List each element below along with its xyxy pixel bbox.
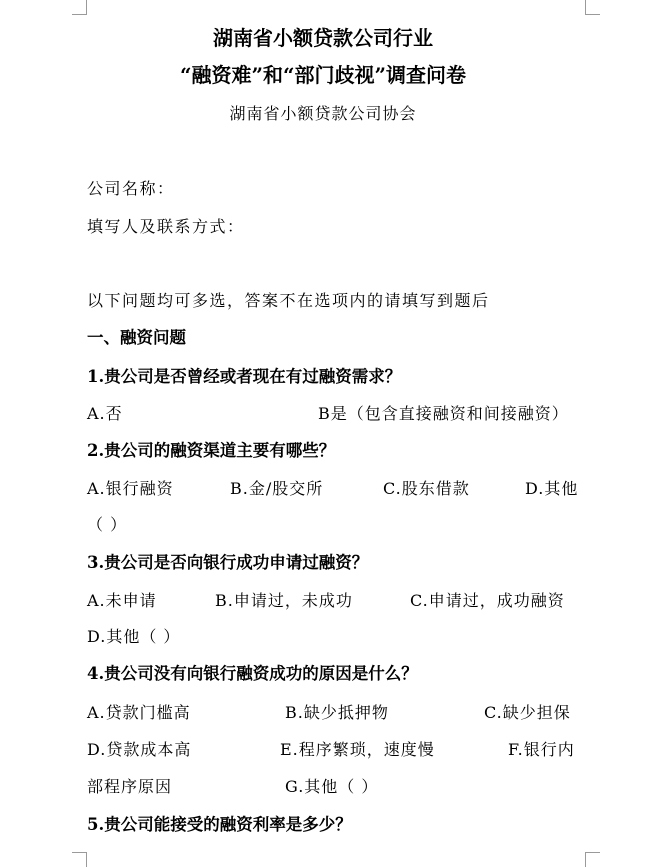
- question-4-option-b: B.缺少抵押物: [285, 703, 389, 722]
- question-2-option-b: B.金/股交所: [230, 479, 324, 498]
- question-3-text: 3.贵公司是否向银行成功申请过融资？: [87, 553, 369, 572]
- question-5-text: 5.贵公司能接受的融资利率是多少？: [87, 815, 352, 834]
- question-2-blank: （ ）: [87, 515, 128, 534]
- document-title-line-1: 湖南省小额贷款公司行业: [213, 26, 433, 50]
- document-subtitle: 湖南省小额贷款公司协会: [229, 104, 417, 123]
- question-4-option-g: G.其他（ ）: [285, 777, 379, 796]
- question-3-option-c: C.申请过，成功融资: [410, 591, 565, 610]
- page-corner-mark-top-right: [585, 0, 600, 15]
- question-3-option-a: A.未申请: [87, 591, 157, 610]
- company-name-label: 公司名称：: [87, 179, 175, 198]
- question-1-option-a: A.否: [87, 404, 123, 423]
- document-title-line-2: “融资难”和“部门歧视”调查问卷: [179, 63, 466, 87]
- question-2-option-c: C.股东借款: [383, 479, 470, 498]
- question-1-option-b: B是（包含直接融资和间接融资）: [318, 404, 569, 423]
- question-4-option-d: D.贷款成本高: [87, 740, 192, 759]
- question-4-option-f-continued: 部程序原因: [87, 777, 173, 796]
- question-4-text: 4.贵公司没有向银行融资成功的原因是什么？: [87, 664, 418, 683]
- instruction-text: 以下问题均可多选，答案不在选项内的请填写到题后: [87, 291, 490, 310]
- section-heading: 一、融资问题: [87, 328, 186, 347]
- question-1-text: 1.贵公司是否曾经或者现在有过融资需求？: [87, 367, 402, 386]
- question-2-option-a: A.银行融资: [87, 479, 174, 498]
- question-3-option-b: B.申请过，未成功: [215, 591, 353, 610]
- question-4-option-a: A.贷款门槛高: [87, 703, 191, 722]
- page-corner-mark-bottom-right: [585, 852, 600, 867]
- page-corner-mark-bottom-left: [72, 852, 87, 867]
- question-4-option-c: C.缺少担保: [484, 703, 571, 722]
- question-2-option-d: D.其他: [525, 479, 579, 498]
- question-4-option-f: F.银行内: [508, 740, 575, 759]
- page-corner-mark-top-left: [72, 0, 87, 15]
- contact-label: 填写人及联系方式：: [87, 217, 245, 236]
- question-4-option-e: E.程序繁琐，速度慢: [280, 740, 435, 759]
- question-2-text: 2.贵公司的融资渠道主要有哪些？: [87, 441, 336, 460]
- question-3-option-d: D.其他（ ）: [87, 627, 181, 646]
